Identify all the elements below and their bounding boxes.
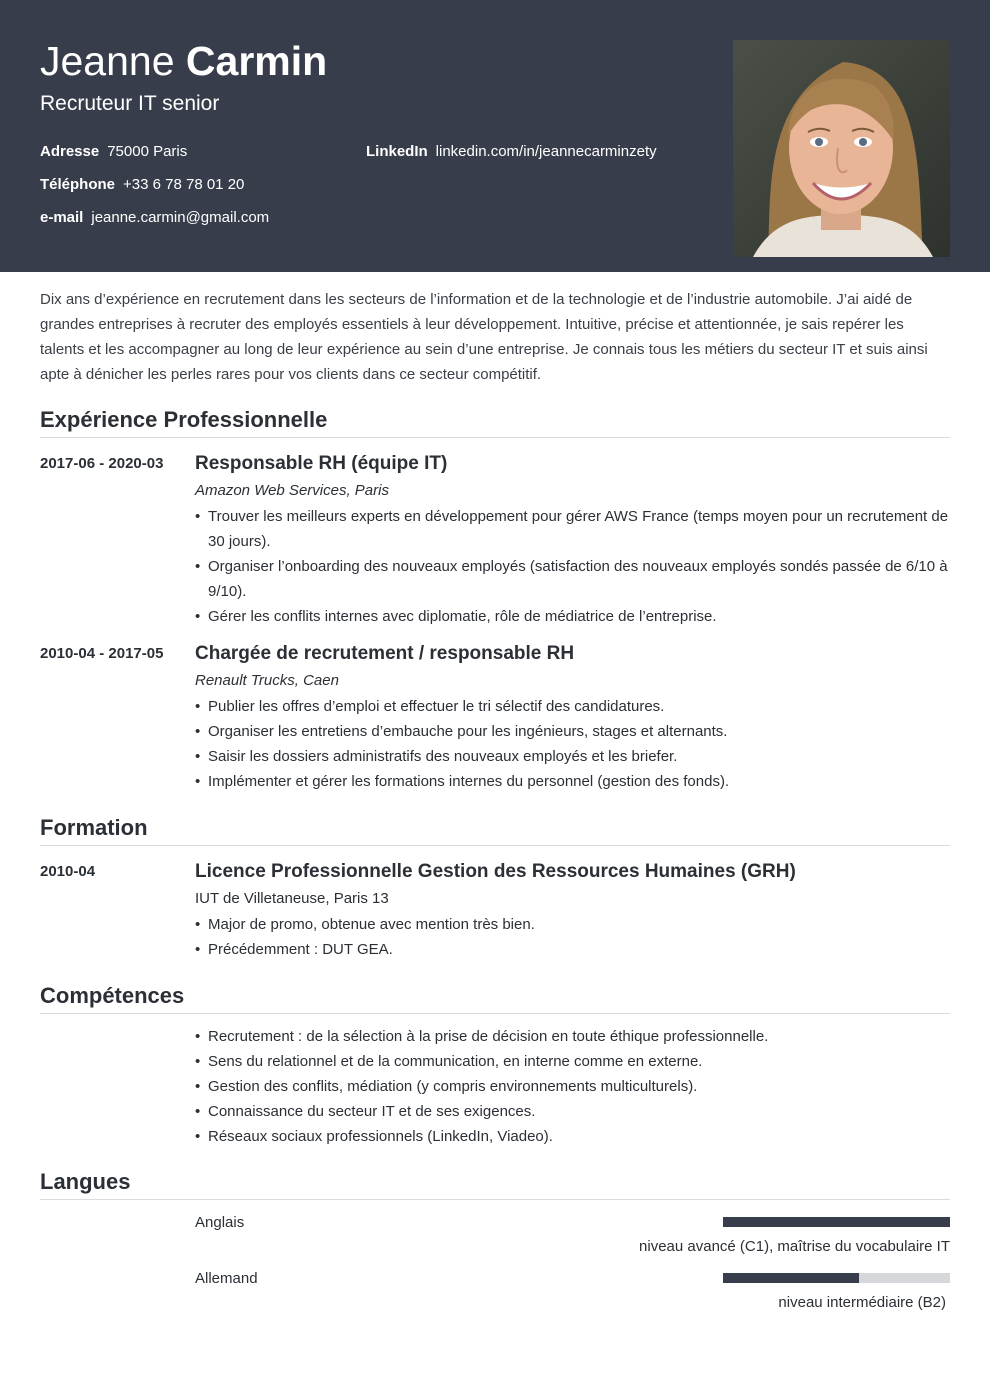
address-label: Adresse xyxy=(40,143,100,160)
section-title-skills: Compétences xyxy=(40,983,950,1014)
entry-company: Renault Trucks, Caen xyxy=(195,672,339,689)
linkedin-value[interactable]: linkedin.com/in/jeannecarminzety xyxy=(435,143,657,160)
resume-header xyxy=(0,0,990,272)
language-name: Anglais xyxy=(195,1214,245,1231)
last-name: Carmin xyxy=(185,38,328,84)
section-title-experience: Expérience Professionnelle xyxy=(40,407,950,438)
list-item: • Gérer les conflits internes avec diplomatie, rôle de médiatrice de l’entreprise. xyxy=(195,604,950,629)
contact-linkedin xyxy=(366,142,657,162)
entry-school: IUT de Villetaneuse, Paris 13 xyxy=(195,890,389,907)
entry-bullets xyxy=(195,504,950,629)
entry-content xyxy=(195,452,950,629)
email-label: e-mail xyxy=(40,209,84,226)
language-level-bar xyxy=(723,1273,950,1283)
language-name: Allemand xyxy=(195,1270,258,1287)
list-item: • Implémenter et gérer les formations internes du personnel (gestion des fonds). xyxy=(195,769,950,794)
profile-photo xyxy=(733,40,950,257)
entry-bullets xyxy=(195,912,950,962)
job-title: Recruteur IT senior xyxy=(40,92,220,115)
list-item: • Saisir les dossiers administratifs des nouveaux employés et les briefer. xyxy=(195,744,950,769)
first-name: Jeanne xyxy=(40,38,175,84)
list-item: • Organiser les entretiens d’embauche pour les ingénieurs, stages et alternants. xyxy=(195,719,950,744)
list-item: • Trouver les meilleurs experts en développement pour gérer AWS France (temps moyen pour un recrutement de 30 jours). xyxy=(195,504,950,554)
address-value: 75000 Paris xyxy=(107,143,188,160)
entry-company: Amazon Web Services, Paris xyxy=(195,482,389,499)
list-item: • Publier les offres d’emploi et effectuer le tri sélectif des candidatures. xyxy=(195,694,950,719)
candidate-name xyxy=(40,38,327,84)
language-level-fill xyxy=(723,1217,950,1227)
list-item: • Gestion des conflits, médiation (y compris environnements multiculturels). xyxy=(195,1074,950,1099)
skills-content xyxy=(195,1021,950,1149)
list-item: • Organiser l’onboarding des nouveaux employés (satisfaction des nouveaux employés sondés passée de 6/10 à 9/10). xyxy=(195,554,950,604)
entry-dates: 2010-04 xyxy=(40,863,96,880)
phone-value: +33 6 78 78 01 20 xyxy=(123,176,245,193)
entry-dates: 2017-06 - 2020-03 xyxy=(40,455,164,472)
list-item: • Connaissance du secteur IT et de ses exigences. xyxy=(195,1099,950,1124)
entry-dates: 2010-04 - 2017-05 xyxy=(40,645,164,662)
section-title-education: Formation xyxy=(40,815,950,846)
list-item: • Recrutement : de la sélection à la prise de décision en toute éthique professionnelle. xyxy=(195,1024,950,1049)
language-level-text: niveau avancé (C1), maîtrise du vocabulaire IT xyxy=(639,1238,950,1255)
portrait-illustration xyxy=(733,40,950,257)
language-row xyxy=(195,1213,950,1263)
contact-address xyxy=(40,142,187,162)
entry-bullets xyxy=(195,694,950,794)
linkedin-label: LinkedIn xyxy=(366,143,428,160)
language-row xyxy=(195,1269,950,1319)
profile-summary: Dix ans d’expérience en recrutement dans les secteurs de l’information et de la technologie et de l’industrie automobile. J’ai aidé de grandes entreprises à recruter des employés essentiels à leur développement. Intuitive, précise et attentionnée, je sais repérer les talents et les accompagner au long de leur expérience au sein d’une entreprise. Je connais tous les métiers du secteur IT et suis ainsi apte à dénicher les perles rares pour vos clients dans ce secteur compétitif. xyxy=(40,291,928,383)
entry-content xyxy=(195,642,950,794)
email-value[interactable]: jeanne.carmin@gmail.com xyxy=(91,209,270,226)
entry-content xyxy=(195,860,950,962)
contact-email xyxy=(40,208,269,228)
contact-phone xyxy=(40,175,244,195)
list-item: • Réseaux sociaux professionnels (LinkedIn, Viadeo). xyxy=(195,1124,950,1149)
entry-role: Chargée de recrutement / responsable RH xyxy=(195,643,575,664)
language-level-text: niveau intermédiaire (B2) xyxy=(778,1294,946,1311)
list-item: • Sens du relationnel et de la communication, en interne comme en externe. xyxy=(195,1049,950,1074)
entry-degree: Licence Professionnelle Gestion des Ressources Humaines (GRH) xyxy=(195,861,796,882)
language-level-fill xyxy=(723,1273,859,1283)
skills-list xyxy=(195,1024,950,1149)
language-level-bar xyxy=(723,1217,950,1227)
list-item: • Major de promo, obtenue avec mention très bien. xyxy=(195,912,950,937)
section-title-languages: Langues xyxy=(40,1169,950,1200)
list-item: • Précédemment : DUT GEA. xyxy=(195,937,950,962)
entry-role: Responsable RH (équipe IT) xyxy=(195,453,448,474)
phone-label: Téléphone xyxy=(40,176,116,193)
